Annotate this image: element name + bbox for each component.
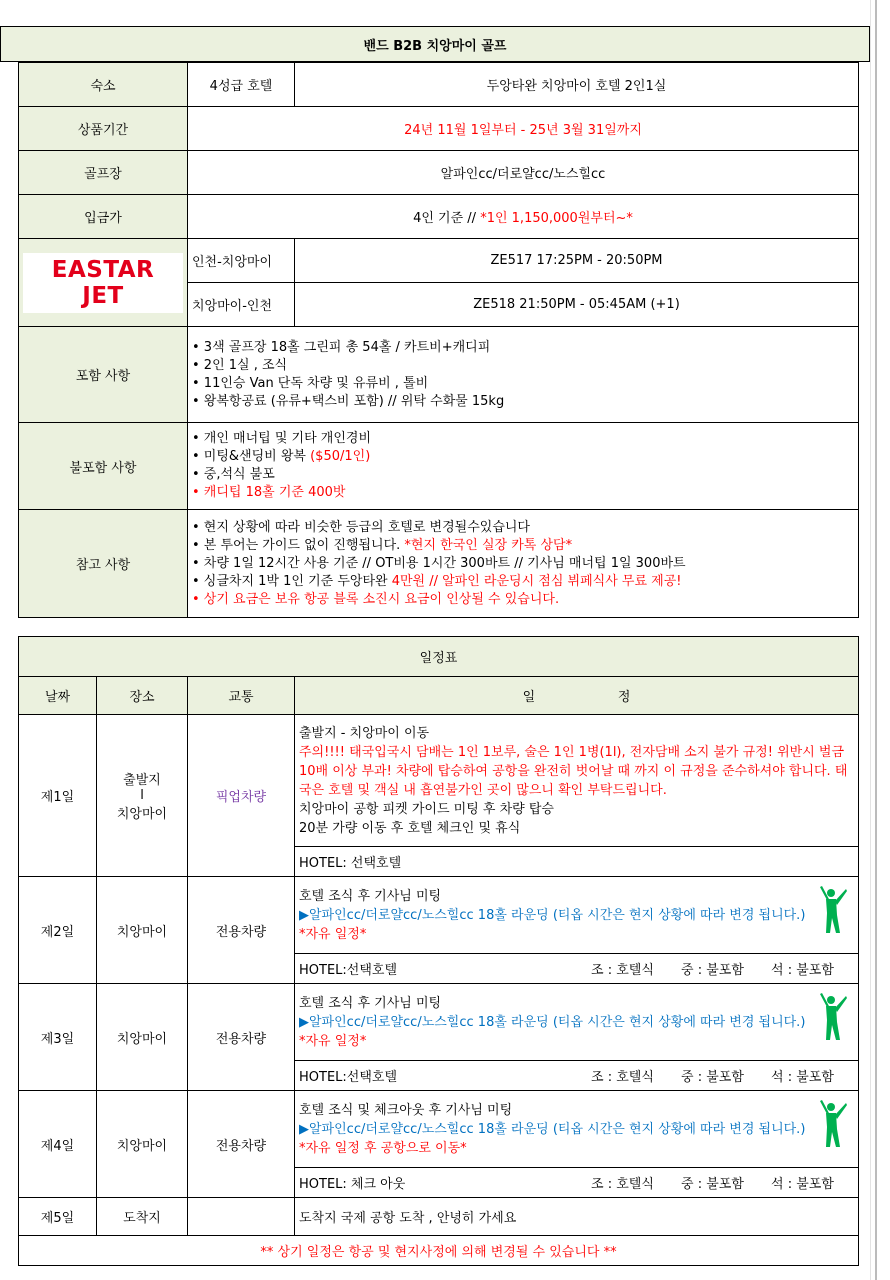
- flight2-route: 치앙마이-인천: [188, 283, 295, 327]
- excluded-item: • 중,석식 불포: [192, 467, 275, 482]
- day4-hotel-meals: HOTEL: 체크 아웃 조 : 호텔식 중 : 불포함 석 : 불포함: [295, 1168, 859, 1198]
- day4-row: [19, 1091, 859, 1168]
- note-item: • 본 투어는 가이드 없이 진행됩니다. *현지 한국인 실장 카톡 상담*: [192, 537, 573, 553]
- schedule-footer-note: ** 상기 일정은 항공 및 현지사정에 의해 변경될 수 있습니다 **: [19, 1236, 859, 1266]
- included-list: [188, 327, 859, 423]
- note-item: • 현지 상황에 따라 비슷한 등급의 호텔로 변경될수있습니다: [192, 519, 530, 535]
- schedule-title-row: [19, 637, 859, 677]
- excluded-item: • 미팅&샌딩비 왕복 ($50/1인): [192, 449, 371, 464]
- price-highlight: *1인 1,150,000원부터~*: [480, 211, 633, 226]
- info-row-hotel: [19, 63, 859, 107]
- day2-label: 제2일: [19, 877, 97, 984]
- included-item: • 3색 골프장 18홀 그린피 총 54홀 / 카트비+캐디피: [192, 339, 491, 355]
- info-row-golf: [19, 151, 859, 195]
- day4-transport: 전용차량: [188, 1091, 295, 1198]
- day4-label: 제4일: [19, 1091, 97, 1198]
- day2-hotel-meals: HOTEL:선택호텔 조 : 호텔식 중 : 불포함 석 : 불포함: [295, 954, 859, 984]
- price-label: 입금가: [19, 195, 188, 239]
- price-value: [188, 195, 859, 239]
- schedule-header-row: [19, 677, 859, 715]
- schedule-title: 일정표: [19, 637, 859, 677]
- day3-place: 치앙마이: [97, 984, 188, 1091]
- day2-row: [19, 877, 859, 954]
- schedule-table: [18, 636, 859, 1266]
- day5-place: 도착지: [97, 1198, 188, 1236]
- day2-hotel: HOTEL:선택호텔: [299, 963, 398, 978]
- header-itinerary: 일 정: [295, 677, 859, 715]
- sending-fee: ($50/1인): [310, 449, 371, 464]
- period-label: 상품기간: [19, 107, 188, 151]
- golfer-icon: [818, 1099, 848, 1149]
- excluded-label: 불포함 사항: [19, 423, 188, 510]
- day1-place: 출발지 l 치앙마이: [97, 715, 188, 877]
- note-item: • 상기 요금은 보유 항공 블록 소진시 요금이 인상될 수 있습니다.: [192, 591, 560, 607]
- day1-transport: 픽업차량: [188, 715, 295, 877]
- page-title: 밴드 B2B 치앙마이 골프: [1, 27, 870, 62]
- price-prefix: 4인 기준 //: [413, 211, 481, 226]
- hotel-name: 두앙타완 치앙마이 호텔 2인1실: [295, 63, 859, 107]
- day2-itinerary: 호텔 조식 후 기사님 미팅 ▶알파인cc/더로얄cc/노스힐cc 18홀 라운딩 (티옵 시간은 현지 상황에 따라 변경 됩니다.) *자유 일정*: [295, 877, 859, 954]
- info-row-notes: [19, 510, 859, 618]
- note-item: • 차량 1일 12시간 사용 기준 // OT비용 1시간 300바트 // 기사님 매너팁 1일 300바트: [192, 555, 686, 571]
- day5-itinerary: 도착지 국제 공항 도착 , 안녕히 가세요: [295, 1198, 859, 1236]
- day3-hotel-meals: HOTEL:선택호텔 조 : 호텔식 중 : 불포함 석 : 불포함: [295, 1061, 859, 1091]
- grid-line: [875, 0, 877, 1280]
- notes-list: [188, 510, 859, 618]
- day1-label: 제1일: [19, 715, 97, 877]
- hotel-grade: 4성급 호텔: [188, 63, 295, 107]
- info-row-excluded: [19, 423, 859, 510]
- day4-place: 치앙마이: [97, 1091, 188, 1198]
- day1-hotel: HOTEL: 선택호텔: [295, 847, 859, 877]
- flight1-route: 인천-치앙마이: [188, 239, 295, 283]
- included-item: • 2인 1실 , 조식: [192, 357, 288, 373]
- notes-label: 참고 사항: [19, 510, 188, 618]
- product-info-table: [18, 62, 859, 618]
- header-day: 날짜: [19, 677, 97, 715]
- excluded-list: [188, 423, 859, 510]
- day3-hotel: HOTEL:선택호텔: [299, 1070, 398, 1085]
- day3-transport: 전용차량: [188, 984, 295, 1091]
- flight2-time: ZE518 21:50PM - 05:45AM (+1): [295, 283, 859, 327]
- included-item: • 왕복항공료 (유류+택스비 포함) // 위탁 수화물 15kg: [192, 393, 505, 409]
- info-row-flight-out: [19, 239, 859, 283]
- golfer-icon: [818, 885, 848, 935]
- day4-itinerary: 호텔 조식 및 체크아웃 후 기사님 미팅 ▶알파인cc/더로얄cc/노스힐cc 18홀 라운딩 (티옵 시간은 현지 상황에 따라 변경 됩니다.) *자유 일정 후 공항으로 이동*: [295, 1091, 859, 1168]
- footer-row: [19, 1236, 859, 1266]
- day5-transport: [188, 1198, 295, 1236]
- day3-label: 제3일: [19, 984, 97, 1091]
- title-table: [0, 26, 870, 62]
- day4-hotel: HOTEL: 체크 아웃: [299, 1177, 406, 1192]
- day2-place: 치앙마이: [97, 877, 188, 984]
- day2-transport: 전용차량: [188, 877, 295, 984]
- day3-row: [19, 984, 859, 1061]
- golf-label: 골프장: [19, 151, 188, 195]
- golf-courses: 알파인cc/더로얄cc/노스힐cc: [188, 151, 859, 195]
- excluded-item: • 캐디팁 18홀 기준 400밧: [192, 485, 346, 500]
- hotel-label: 숙소: [19, 63, 188, 107]
- day1-warning: 주의!!!! 태국입국시 담배는 1인 1보루, 술은 1인 1병(1l), 전자담배 소지 불가 규정! 위반시 벌금 10배 이상 부과! 차량에 탑승하여 공항을 완전히 벗어날 때 까지 이 규정을 준수하셔야 합니다. 태국은 호텔 및 객실 내 흡연불가인 곳이 많으니 확인 부탁드립니다.: [299, 745, 848, 798]
- day1-itinerary: 출발지 - 치앙마이 이동 주의!!!! 태국입국시 담배는 1인 1보루, 술은 1인 1병(1l), 전자담배 소지 불가 규정! 위반시 벌금 10배 이상 부과! 차량에 탑승하여 공항을 완전히 벗어날 때 까지 이 규정을 준수하셔야 합니다. 태국은 호텔 및 객실 내 흡연불가인 곳이 많으니 확인 부탁드립니다. 치앙마이 공항 피켓 가이드 미팅 후 차량 탑승 20분 가량 이동 후 호텔 체크인 및 휴식: [295, 715, 859, 847]
- day5-label: 제5일: [19, 1198, 97, 1236]
- eastar-jet-logo: EASTAR JET: [23, 253, 183, 313]
- included-label: 포함 사항: [19, 327, 188, 423]
- header-transport: 교통: [188, 677, 295, 715]
- airline-logo-cell: [19, 239, 188, 327]
- header-place: 장소: [97, 677, 188, 715]
- info-row-included: [19, 327, 859, 423]
- day3-itinerary: 호텔 조식 후 기사님 미팅 ▶알파인cc/더로얄cc/노스힐cc 18홀 라운딩 (티옵 시간은 현지 상황에 따라 변경 됩니다.) *자유 일정*: [295, 984, 859, 1061]
- grid-line: [870, 0, 871, 1280]
- period-value: 24년 11월 1일부터 - 25년 3월 31일까지: [188, 107, 859, 151]
- golfer-icon: [818, 992, 848, 1042]
- info-row-price: [19, 195, 859, 239]
- flight1-time: ZE517 17:25PM - 20:50PM: [295, 239, 859, 283]
- included-item: • 11인승 Van 단독 차량 및 유류비 , 톨비: [192, 375, 429, 391]
- excluded-item: • 개인 매너팁 및 기타 개인경비: [192, 431, 372, 446]
- day1-row: [19, 715, 859, 847]
- info-row-period: [19, 107, 859, 151]
- day5-row: [19, 1198, 859, 1236]
- note-item: • 싱글차지 1박 1인 기준 두앙타완 4만원 // 알파인 라운딩시 점심 뷔페식사 무료 제공!: [192, 573, 682, 589]
